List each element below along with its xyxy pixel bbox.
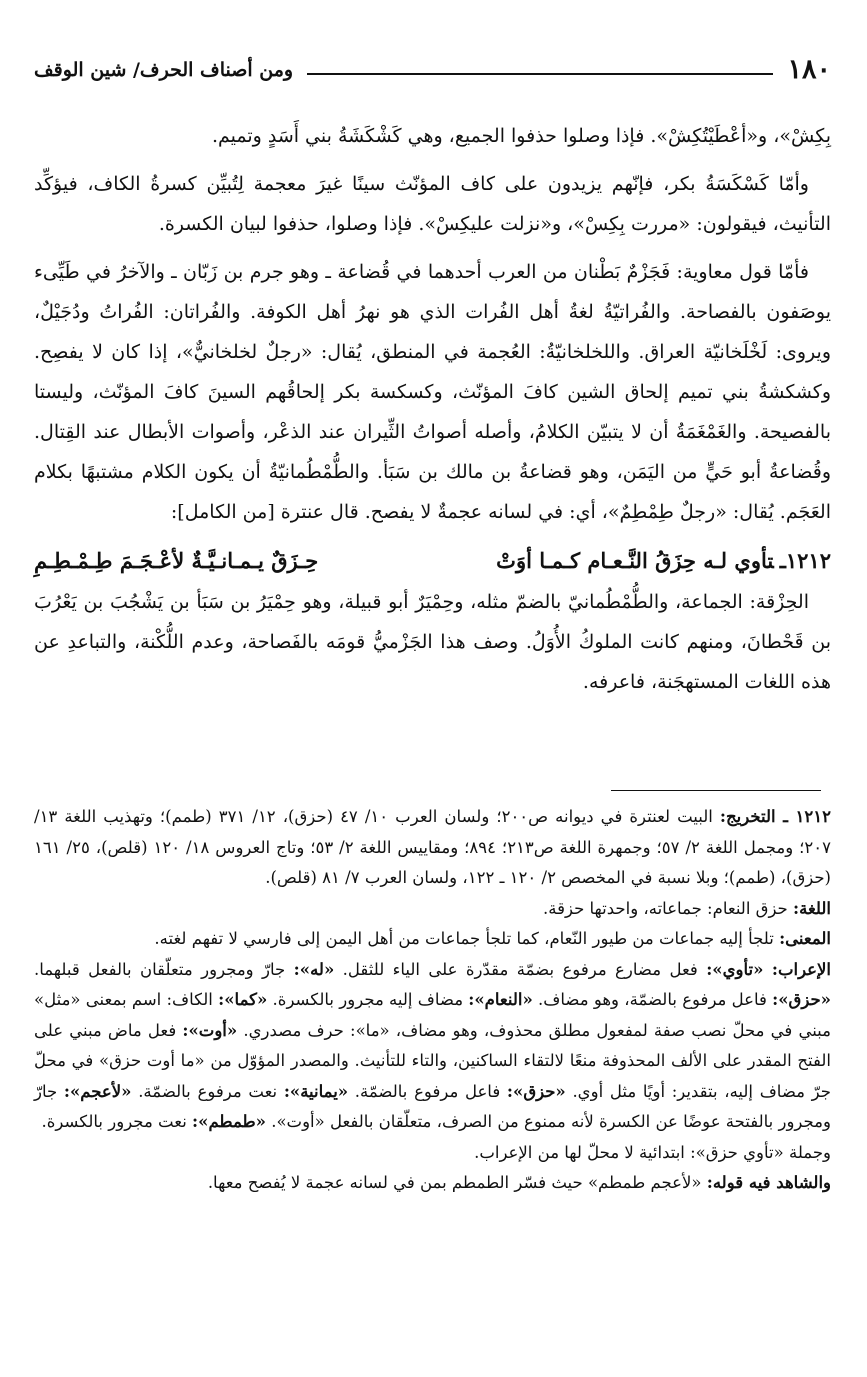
poetry-verse: [34, 540, 831, 582]
paragraph-1: بِكِشْ»، و«أعْطَيْتُكِشْ». فإذا وصلوا حذفوا الجميع، وهي كَشْكَشَةُ بني أَسَدٍ وتميم.: [211, 125, 831, 147]
paragraph-2: وأمّا كَسْكَسَةُ بكر، فإنّهم يزيدون على كاف المؤنّث سينًا غيرَ معجمة لِتُبيِّن كسرةُ الكاف، فيؤكِّد التأنيث، فيقولون: «مررت بِكِسْ»، و«نزلت عليكِسْ». فإذا وصلوا، حذفوا لبيان الكسرة.: [34, 173, 831, 235]
page-header: [34, 50, 831, 90]
irab-text: نعت مرفوع بالضمّة.: [131, 1081, 284, 1101]
footnote-irab: [34, 955, 831, 1138]
irab-token: «كما»:: [218, 990, 268, 1009]
irab-token: «تأوي»:: [706, 959, 764, 979]
paragraph-3: فأمّا قول معاوية: فَجَزْمٌ بَطْنان من العرب أحدهما في قُضاعة ـ وهو جرم بن زَبّان ـ والآخرُ في طَيِّىء يوصَفون بالفصاحة. والفُراتيّةُ لغةُ أهل الفُرات الذي هو نهرُ أهل الكوفة. والفُراتان: الفُراتُ ودُجَيْلٌ، ويروى: لَخْلَخانيّة العراق. واللخلخانيّةُ: العُجمة في المنطق، يُقال: «رجلٌ لخلخانيٌّ»، إذا كان لا يفصِح. وكشكشةُ بني تميم إلحاق الشين كافَ المؤنّث، وكسكسة بكر إلحاقُهم السينَ كافَ المؤنّث، وليستا بالفصيحة. والغَمْغَمَةُ أن لا يتبيّن الكلامُ، وأصله أصواتُ الثِّيران عند الذعْر، وأصوات الأبطال عند القِتال. وقُضاعةُ أبو حَيٍّ من اليَمَن، وهو قضاعةُ بن مالك بن سَبَأ. والطُّمْطُمانيّةُ أن يكون الكلام مشتبهًا بكلام العَجَم. يُقال: «رجلٌ طِمْطِمٌ»، أي: في لسانه عجمةٌ لا يفصح. قال عنترة [من الكامل]:: [34, 261, 831, 523]
irab-text: فاعل مرفوع بالضمّة.: [348, 1081, 507, 1101]
irab-token: «يمانية»:: [283, 1081, 349, 1101]
paragraph-4: الحِزْقة: الجماعة، والطُّمْطُمانيّ بالضمّ مثله، وحِمْيَرٌ أبو قبيلة، وهو حِمْيَرُ بن سَبَأ بن يَشْجُبَ بن يَعْرُبَ بن قَحْطانَ، ومنهم كانت الملوكُ الأُوَلُ. وصف هذا الجَزْميُّ قومَه بالفَصاحة، وعدم اللُّكْنة، والتباعدِ عن هذه اللغات المستهجَنة، فاعرفه.: [34, 591, 831, 693]
verse-number: ١٢١٢ـ: [779, 548, 831, 573]
irab-token: «حزق»:: [772, 990, 831, 1009]
irab-text: جارّ ومجرور متعلّقان بالفعل قبلهما.: [34, 959, 294, 979]
irab-token: «أوت»:: [182, 1020, 238, 1040]
irab-text: مضاف إليه مجرور بالكسرة.: [267, 990, 469, 1009]
irab-token: «النعام»:: [468, 990, 533, 1009]
takhrij-text: البيت لعنترة في ديوانه ص٢٠٠؛ ولسان العرب ١٠/ ٤٧ (حزق)، ١٢/ ٣٧١ (طمم)؛ وتهذيب اللغة ١٣/ ٢٠٧؛ ومجمل اللغة ٢/ ٥٧؛ وجمهرة اللغة ص٢١٣؛ ٨٩٤؛ ومقاييس اللغة ٢/ ٥٣؛ وتاج العروس ١٨/ ١٢٠ (قلص)، ٢٥/ ١٦١ (حزق)، (طمم)؛ وبلا نسبة في المخصص ٢/ ١٢٠ ـ ١٢٢، ولسان العرب ٧/ ٨١ (قلص).: [34, 807, 831, 887]
maana-text: تلجأ إليه جماعات من طيور النّعام، كما تلجأ جماعات من أهل اليمن إلى فارسي لا تفهم لغته.: [154, 929, 774, 948]
irab-token: «له»:: [293, 959, 335, 979]
lugha-label: اللغة:: [793, 898, 831, 918]
irab-text: جارّ ومجرور بالفتحة عوضًا عن الكسرة لأنه ممنوع من الصرف، متعلّقان بالفعل «أوت».: [34, 1081, 831, 1131]
shahid-label: والشاهد فيه قوله:: [706, 1173, 831, 1192]
footnote-shahid: [34, 1168, 831, 1199]
irab-token: «حزق»:: [506, 1081, 566, 1101]
irab-token: «لأعجم»:: [63, 1081, 132, 1101]
verse-first-hemistich: [496, 540, 831, 582]
footnote-maana: [34, 924, 831, 955]
header-rule: [307, 73, 773, 75]
irab-text: فعل مضارع مرفوع بضمّة مقدّرة على الياء للثقل.: [334, 959, 707, 979]
running-head: ومن أصناف الحرف/ شين الوقف: [34, 59, 294, 81]
main-text: [34, 116, 831, 710]
footnote-takhrij: [34, 802, 831, 894]
irab-token: «طمطم»:: [192, 1112, 266, 1131]
footnotes: [34, 802, 831, 1199]
lugha-text: حزق النعام: جماعاته، واحدتها حزقة.: [543, 898, 788, 918]
irab-text: الكاف: اسم بمعنى «مثل» مبني في محلّ نصب صفة لمفعول مطلق محذوف، وهو مضاف، «ما»: حرف مصدري.: [34, 990, 831, 1040]
irab-text: نعت مجرور بالكسرة.: [41, 1112, 193, 1131]
irab-label: الإعراب:: [771, 959, 832, 979]
footnote-separator: [611, 790, 821, 791]
takhrij-label: ١٢١٢ ـ التخريج:: [719, 807, 831, 826]
maana-label: المعنى:: [779, 929, 831, 948]
verse-second-hemistich: حِـزَقٌ يـمـانـيَّـةٌ لأعْـجَـمَ طِـمْـطِـمِ: [34, 548, 319, 573]
page-number: ١٨٠: [787, 54, 831, 85]
footnote-jumla: وجملة «تأوي حزق»: ابتدائية لا محلّ لها من الإعراب.: [474, 1142, 831, 1162]
irab-text: فعل ماض مبني على الفتح المقدر على الألف المحذوفة منعًا لالتقاء الساكنين، والتاء للتأنيث. والمصدر المؤوّل من «ما أوت حزق» في محلّ جرّ مضاف إليه، بتقدير: أويًا مثل أوي.: [34, 1020, 831, 1101]
verse-right-half: تأوي لـه حِزَقُ النَّـعـام كـمـا أوَتْ: [496, 548, 774, 573]
irab-text: فاعل مرفوع بالضمّة، وهو مضاف.: [532, 990, 773, 1009]
footnote-lugha: [34, 894, 831, 925]
shahid-text: «لأعجم طمطم» حيث فسّر الطمطم بمن في لسانه عجمة لا يُفصح معها.: [207, 1173, 707, 1192]
